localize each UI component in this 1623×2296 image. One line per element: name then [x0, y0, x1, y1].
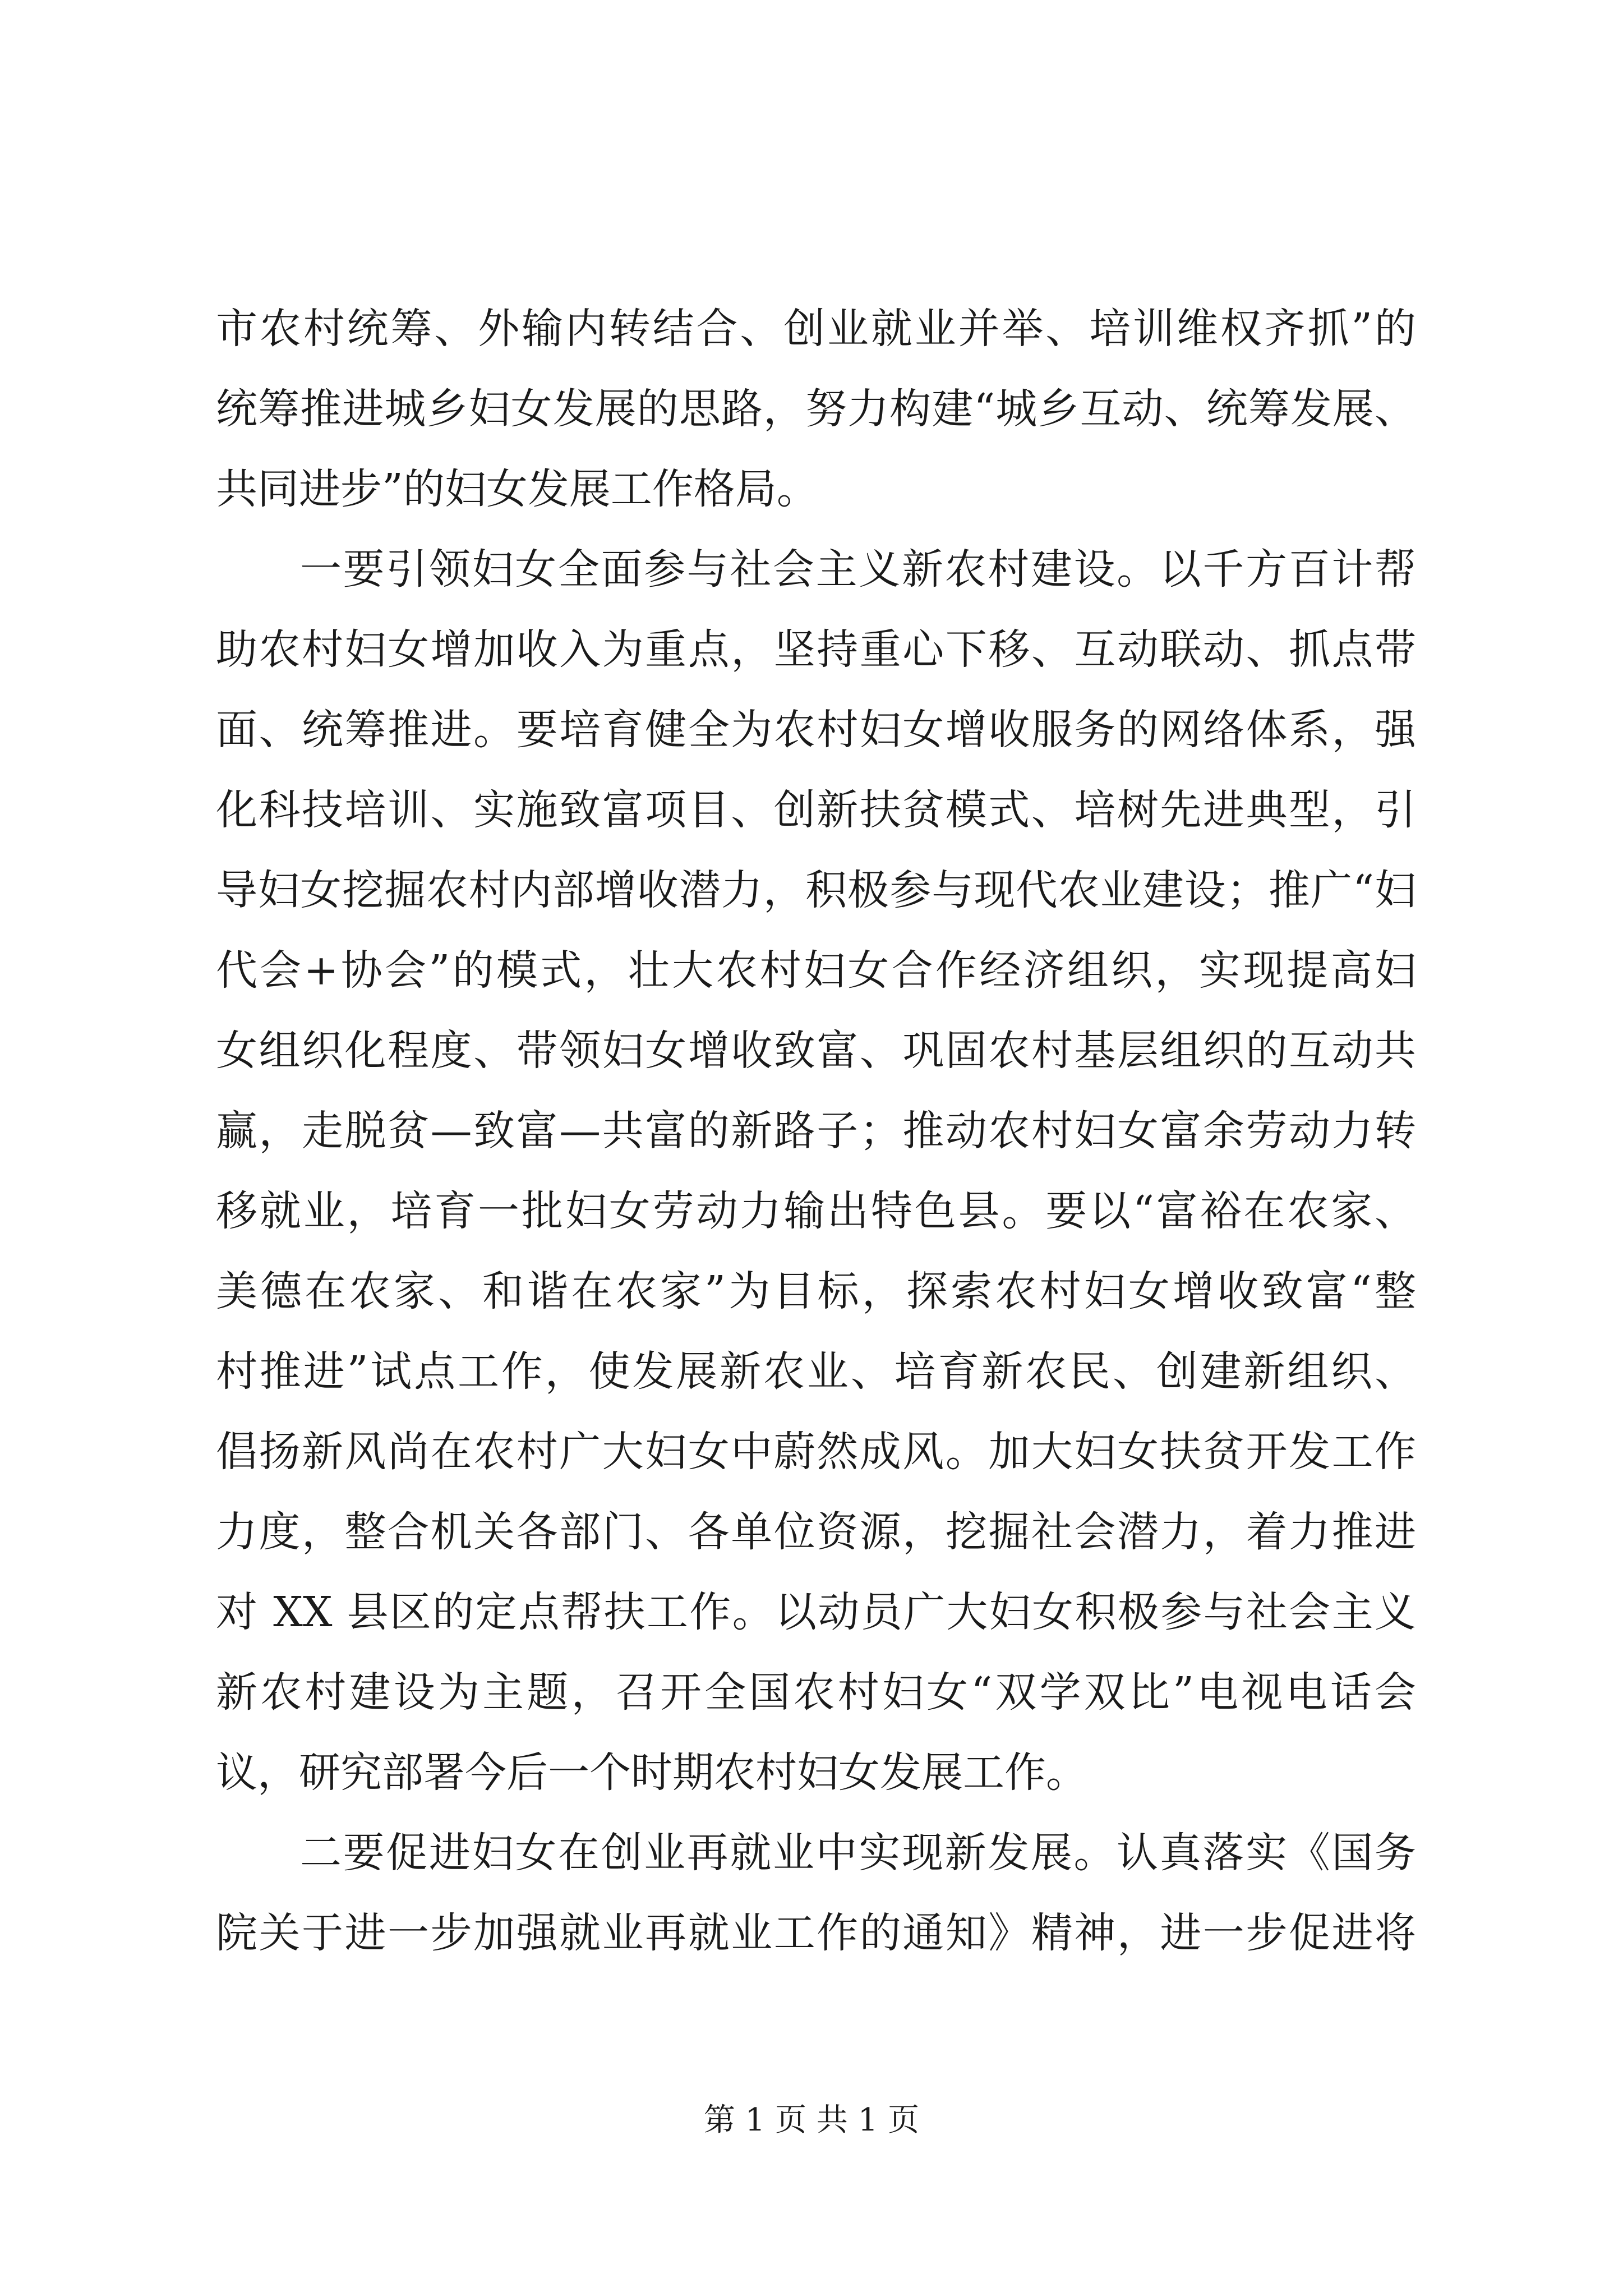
- paragraph-2-line-11: 村推进”试点工作，使发展新农业、培育新农民、创建新组织、: [216, 1347, 1416, 1396]
- paragraph-2-line-5: 导妇女挖掘农村内部增收潜力，积极参与现代农业建设；推广“妇: [216, 866, 1416, 914]
- paragraph-2-line-4: 化科技培训、实施致富项目、创新扶贫模式、培树先进典型，引: [216, 786, 1416, 834]
- paragraph-1-line-2: 统筹推进城乡妇女发展的思路，努力构建“城乡互动、统筹发展、: [216, 385, 1416, 433]
- paragraph-2-line-13: 力度，整合机关各部门、各单位资源，挖掘社会潜力，着力推进: [216, 1508, 1416, 1556]
- paragraph-1-line-3: 共同进步”的妇女发展工作格局。: [216, 465, 818, 513]
- paragraph-2-line-14: 对 XX 县区的定点帮扶工作。以动员广大妇女积极参与社会主义: [216, 1588, 1416, 1636]
- paragraph-2-line-2: 助农村妇女增加收入为重点，坚持重心下移、互动联动、抓点带: [216, 625, 1416, 674]
- paragraph-2-line-9: 移就业，培育一批妇女劳动力输出特色县。要以“富裕在农家、: [216, 1187, 1416, 1235]
- paragraph-2-line-1: 一要引领妇女全面参与社会主义新农村建设。以千方百计帮: [300, 545, 1416, 593]
- paragraph-3-line-1: 二要促进妇女在创业再就业中实现新发展。认真落实《国务: [300, 1829, 1416, 1877]
- paragraph-2-line-15: 新农村建设为主题，召开全国农村妇女“双学双比”电视电话会: [216, 1668, 1416, 1717]
- paragraph-2-line-8: 赢，走脱贫—致富—共富的新路子；推动农村妇女富余劳动力转: [216, 1107, 1416, 1155]
- paragraph-2-line-6: 代会+协会”的模式，壮大农村妇女合作经济组织，实现提高妇: [216, 946, 1416, 995]
- paragraph-2-line-7: 女组织化程度、带领妇女增收致富、巩固农村基层组织的互动共: [216, 1027, 1416, 1075]
- paragraph-2-line-10: 美德在农家、和谐在农家”为目标，探索农村妇女增收致富“整: [216, 1267, 1416, 1315]
- page-footer: 第 1 页 共 1 页: [703, 2102, 920, 2138]
- paragraph-1-line-1: 市农村统筹、外输内转结合、创业就业并举、培训维权齐抓”的: [216, 305, 1416, 353]
- paragraph-2-line-16: 议，研究部署今后一个时期农村妇女发展工作。: [216, 1749, 1087, 1797]
- paragraph-2-line-3: 面、统筹推进。要培育健全为农村妇女增收服务的网络体系，强: [216, 706, 1416, 754]
- paragraph-3-line-2: 院关于进一步加强就业再就业工作的通知》精神，进一步促进将: [216, 1909, 1416, 1957]
- paragraph-2-line-12: 倡扬新风尚在农村广大妇女中蔚然成风。加大妇女扶贫开发工作: [216, 1428, 1416, 1476]
- body-text: [216, 289, 1416, 1973]
